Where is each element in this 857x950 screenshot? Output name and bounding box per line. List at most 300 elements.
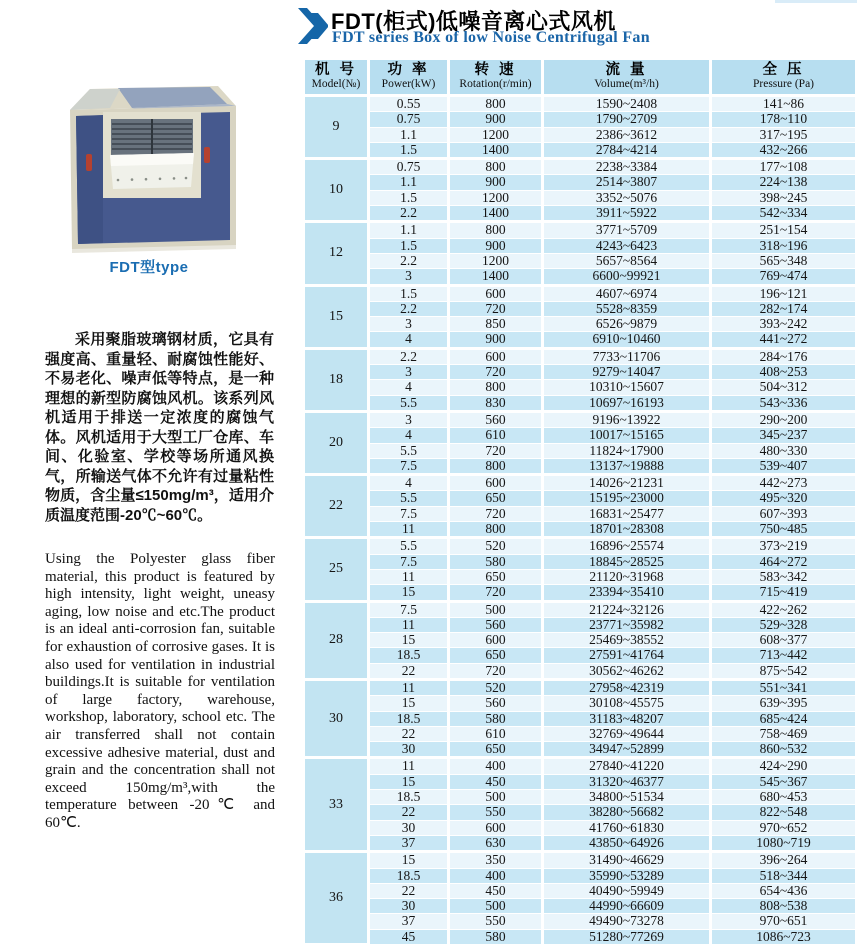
table-cell: 610 — [449, 428, 543, 443]
table-row — [304, 112, 857, 127]
table-cell: 800 — [449, 458, 543, 474]
table-cell: 396~264 — [711, 852, 857, 868]
table-cell: 5.5 — [369, 491, 449, 506]
table-cell: 9196~13922 — [543, 411, 711, 427]
table-row — [304, 914, 857, 929]
table-cell: 539~407 — [711, 458, 857, 474]
table-cell: 4 — [369, 475, 449, 491]
table-cell: 2514~3807 — [543, 175, 711, 190]
table-cell: 11 — [369, 522, 449, 538]
model-cell: 36 — [304, 852, 369, 945]
column-header-en: Pressure (Pa) — [753, 78, 814, 90]
table-cell: 875~542 — [711, 663, 857, 679]
table-cell: 750~485 — [711, 522, 857, 538]
table-cell: 282~174 — [711, 301, 857, 316]
table-cell: 398~245 — [711, 190, 857, 205]
table-cell: 4 — [369, 332, 449, 348]
table-cell: 970~652 — [711, 820, 857, 835]
table-cell: 32769~49644 — [543, 726, 711, 741]
table-cell: 40490~59949 — [543, 883, 711, 898]
table-cell: 4243~6423 — [543, 238, 711, 253]
table-cell: 432~266 — [711, 142, 857, 158]
table-cell: 18.5 — [369, 868, 449, 883]
table-row — [304, 852, 857, 868]
table-cell: 18.5 — [369, 711, 449, 726]
table-cell: 650 — [449, 491, 543, 506]
model-cell: 28 — [304, 601, 369, 679]
table-cell: 1400 — [449, 206, 543, 222]
table-cell: 41760~61830 — [543, 820, 711, 835]
table-cell: 7.5 — [369, 506, 449, 521]
table-cell: 15 — [369, 852, 449, 868]
page-subtitle: FDT series Box of low Noise Centrifugal Fan — [332, 29, 650, 46]
table-cell: 424~290 — [711, 758, 857, 774]
table-cell: 37 — [369, 835, 449, 851]
table-cell: 607~393 — [711, 506, 857, 521]
table-cell: 13137~19888 — [543, 458, 711, 474]
model-cell: 25 — [304, 538, 369, 601]
table-cell: 1.5 — [369, 238, 449, 253]
table-cell: 480~330 — [711, 443, 857, 458]
table-cell: 685~424 — [711, 711, 857, 726]
table-row — [304, 491, 857, 506]
table-cell: 49490~73278 — [543, 914, 711, 929]
table-cell: 1590~2408 — [543, 96, 711, 112]
table-cell: 713~442 — [711, 648, 857, 663]
table-cell: 30562~46262 — [543, 663, 711, 679]
description-chinese: 采用聚脂玻璃钢材质，它具有强度高、重量轻、耐腐蚀性能好、不易老化、噪声低等特点，是一种理想的新型防腐蚀风机。该系列风机适用于排送一定浓度的腐蚀气体。风机适用于大型工厂仓库、车间、化验室、学校等场所通风换气，所输送气体不允许有过量粘性物质，含尘量≤150mg/m³，适用介质温度范围-20℃~60℃。 — [45, 331, 274, 524]
table-cell: 608~377 — [711, 633, 857, 648]
table-cell: 3352~5076 — [543, 190, 711, 205]
table-cell: 1200 — [449, 253, 543, 268]
table-cell: 1400 — [449, 269, 543, 285]
table-cell: 34947~52899 — [543, 742, 711, 758]
table-cell: 580 — [449, 929, 543, 944]
table-cell: 500 — [449, 790, 543, 805]
table-row — [304, 365, 857, 380]
table-row — [304, 742, 857, 758]
table-cell: 1086~723 — [711, 929, 857, 944]
table-cell: 350 — [449, 852, 543, 868]
table-cell: 800 — [449, 159, 543, 175]
table-cell: 11 — [369, 758, 449, 774]
table-cell: 5.5 — [369, 395, 449, 411]
table-row — [304, 758, 857, 774]
table-row — [304, 222, 857, 238]
table-cell: 1790~2709 — [543, 112, 711, 127]
table-cell: 15 — [369, 585, 449, 601]
table-cell: 3 — [369, 365, 449, 380]
table-row — [304, 159, 857, 175]
model-cell: 15 — [304, 285, 369, 348]
table-cell: 822~548 — [711, 805, 857, 820]
table-row — [304, 929, 857, 944]
table-cell: 545~367 — [711, 774, 857, 789]
model-cell: 12 — [304, 222, 369, 285]
table-cell: 422~262 — [711, 601, 857, 617]
table-cell: 0.55 — [369, 96, 449, 112]
table-row — [304, 617, 857, 632]
table-cell: 495~320 — [711, 491, 857, 506]
table-cell: 43850~64926 — [543, 835, 711, 851]
page-top-accent-bar — [775, 0, 857, 3]
table-cell: 464~272 — [711, 554, 857, 569]
table-row — [304, 679, 857, 695]
table-cell: 22 — [369, 663, 449, 679]
table-cell: 393~242 — [711, 317, 857, 332]
table-cell: 630 — [449, 835, 543, 851]
table-cell: 18845~28525 — [543, 554, 711, 569]
table-cell: 5.5 — [369, 538, 449, 554]
table-cell: 21224~32126 — [543, 601, 711, 617]
table-cell: 0.75 — [369, 159, 449, 175]
table-cell: 1.5 — [369, 285, 449, 301]
table-cell: 550 — [449, 805, 543, 820]
table-cell: 720 — [449, 663, 543, 679]
table-row — [304, 411, 857, 427]
table-cell: 560 — [449, 411, 543, 427]
table-cell: 290~200 — [711, 411, 857, 427]
table-row — [304, 601, 857, 617]
table-cell: 373~219 — [711, 538, 857, 554]
table-cell: 2.2 — [369, 301, 449, 316]
table-row — [304, 175, 857, 190]
table-cell: 800 — [449, 222, 543, 238]
table-cell: 529~328 — [711, 617, 857, 632]
table-cell: 500 — [449, 899, 543, 914]
table-row — [304, 633, 857, 648]
table-cell: 2.2 — [369, 348, 449, 364]
table-cell: 284~176 — [711, 348, 857, 364]
table-cell: 14026~21231 — [543, 475, 711, 491]
table-cell: 758~469 — [711, 726, 857, 741]
table-cell: 2.2 — [369, 206, 449, 222]
table-cell: 251~154 — [711, 222, 857, 238]
table-cell: 10017~15165 — [543, 428, 711, 443]
table-cell: 4607~6974 — [543, 285, 711, 301]
table-row — [304, 127, 857, 142]
table-cell: 1.5 — [369, 190, 449, 205]
table-cell: 2.2 — [369, 253, 449, 268]
table-cell: 560 — [449, 617, 543, 632]
table-cell: 38280~56682 — [543, 805, 711, 820]
table-cell: 15 — [369, 774, 449, 789]
table-cell: 16831~25477 — [543, 506, 711, 521]
table-row — [304, 899, 857, 914]
table-cell: 3771~5709 — [543, 222, 711, 238]
model-cell: 20 — [304, 411, 369, 474]
table-row — [304, 726, 857, 741]
column-header-rotation — [449, 59, 543, 96]
model-cell: 18 — [304, 348, 369, 411]
table-cell: 600 — [449, 285, 543, 301]
table-row — [304, 428, 857, 443]
table-row — [304, 820, 857, 835]
table-cell: 900 — [449, 175, 543, 190]
table-cell: 580 — [449, 554, 543, 569]
column-header-model — [304, 59, 369, 96]
table-cell: 9279~14047 — [543, 365, 711, 380]
table-cell: 3 — [369, 411, 449, 427]
table-cell: 6910~10460 — [543, 332, 711, 348]
table-cell: 22 — [369, 883, 449, 898]
table-cell: 11 — [369, 617, 449, 632]
table-row — [304, 554, 857, 569]
table-row — [304, 774, 857, 789]
table-cell: 31320~46377 — [543, 774, 711, 789]
table-cell: 639~395 — [711, 696, 857, 711]
table-cell: 23394~35410 — [543, 585, 711, 601]
table-cell: 808~538 — [711, 899, 857, 914]
table-row — [304, 648, 857, 663]
table-cell: 1080~719 — [711, 835, 857, 851]
table-cell: 31490~46629 — [543, 852, 711, 868]
double-right-chevron-icon — [298, 6, 328, 51]
table-cell: 4 — [369, 380, 449, 395]
table-cell: 6600~99921 — [543, 269, 711, 285]
table-cell: 23771~35982 — [543, 617, 711, 632]
column-header-en: Rotation(r/min) — [459, 78, 532, 90]
table-cell: 720 — [449, 443, 543, 458]
table-cell: 37 — [369, 914, 449, 929]
table-cell: 27840~41220 — [543, 758, 711, 774]
table-cell: 565~348 — [711, 253, 857, 268]
table-cell: 680~453 — [711, 790, 857, 805]
table-row — [304, 206, 857, 222]
table-cell: 178~110 — [711, 112, 857, 127]
table-cell: 800 — [449, 96, 543, 112]
table-cell: 0.75 — [369, 112, 449, 127]
table-cell: 30 — [369, 899, 449, 914]
table-cell: 15 — [369, 633, 449, 648]
table-cell: 650 — [449, 648, 543, 663]
table-cell: 31183~48207 — [543, 711, 711, 726]
table-cell: 224~138 — [711, 175, 857, 190]
table-cell: 900 — [449, 332, 543, 348]
table-cell: 543~336 — [711, 395, 857, 411]
table-cell: 7.5 — [369, 601, 449, 617]
table-cell: 450 — [449, 774, 543, 789]
model-cell: 10 — [304, 159, 369, 222]
table-cell: 44990~66609 — [543, 899, 711, 914]
table-cell: 970~651 — [711, 914, 857, 929]
table-row — [304, 790, 857, 805]
table-cell: 3 — [369, 269, 449, 285]
table-cell: 11 — [369, 569, 449, 584]
table-cell: 400 — [449, 868, 543, 883]
table-cell: 196~121 — [711, 285, 857, 301]
column-header-cn: 功 率 — [387, 62, 430, 78]
table-cell: 3911~5922 — [543, 206, 711, 222]
table-cell: 654~436 — [711, 883, 857, 898]
table-cell: 2784~4214 — [543, 142, 711, 158]
table-row — [304, 317, 857, 332]
table-row — [304, 475, 857, 491]
table-cell: 30108~45575 — [543, 696, 711, 711]
table-cell: 18701~28308 — [543, 522, 711, 538]
table-cell: 18.5 — [369, 790, 449, 805]
table-cell: 600 — [449, 475, 543, 491]
model-cell: 30 — [304, 679, 369, 757]
table-cell: 1200 — [449, 190, 543, 205]
table-cell: 583~342 — [711, 569, 857, 584]
table-cell: 520 — [449, 538, 543, 554]
table-row — [304, 332, 857, 348]
table-cell: 3 — [369, 317, 449, 332]
photo-caption: FDT型type — [109, 259, 189, 276]
table-row — [304, 883, 857, 898]
table-cell: 6526~9879 — [543, 317, 711, 332]
table-row — [304, 348, 857, 364]
table-cell: 27958~42319 — [543, 679, 711, 695]
table-cell: 441~272 — [711, 332, 857, 348]
table-row — [304, 805, 857, 820]
table-cell: 22 — [369, 726, 449, 741]
model-cell: 33 — [304, 758, 369, 852]
table-row — [304, 458, 857, 474]
table-row — [304, 380, 857, 395]
product-photo — [60, 84, 238, 259]
table-cell: 769~474 — [711, 269, 857, 285]
table-cell: 141~86 — [711, 96, 857, 112]
column-header-cn: 流 量 — [605, 62, 648, 78]
table-cell: 18.5 — [369, 648, 449, 663]
table-cell: 15 — [369, 696, 449, 711]
table-cell: 900 — [449, 238, 543, 253]
table-cell: 650 — [449, 569, 543, 584]
table-cell: 1.1 — [369, 222, 449, 238]
column-header-cn: 机 号 — [314, 62, 358, 78]
table-cell: 850 — [449, 317, 543, 332]
table-cell: 600 — [449, 633, 543, 648]
table-cell: 35990~53289 — [543, 868, 711, 883]
table-cell: 1400 — [449, 142, 543, 158]
column-header-pressure — [711, 59, 857, 96]
table-row — [304, 585, 857, 601]
table-cell: 600 — [449, 348, 543, 364]
column-header-volume — [543, 59, 711, 96]
table-row — [304, 395, 857, 411]
table-cell: 610 — [449, 726, 543, 741]
table-cell: 408~253 — [711, 365, 857, 380]
table-cell: 550 — [449, 914, 543, 929]
table-row — [304, 522, 857, 538]
table-cell: 650 — [449, 742, 543, 758]
table-row — [304, 238, 857, 253]
table-cell: 800 — [449, 522, 543, 538]
table-row — [304, 835, 857, 851]
table-cell: 900 — [449, 112, 543, 127]
table-cell: 518~344 — [711, 868, 857, 883]
table-cell: 21120~31968 — [543, 569, 711, 584]
table-cell: 720 — [449, 365, 543, 380]
table-cell: 5657~8564 — [543, 253, 711, 268]
table-cell: 1.1 — [369, 127, 449, 142]
column-header-en: Power(kW) — [381, 78, 436, 90]
table-cell: 10310~15607 — [543, 380, 711, 395]
table-cell: 11 — [369, 679, 449, 695]
model-cell: 22 — [304, 475, 369, 538]
table-cell: 34800~51534 — [543, 790, 711, 805]
table-cell: 15195~23000 — [543, 491, 711, 506]
table-row — [304, 142, 857, 158]
spec-table — [302, 57, 857, 946]
table-row — [304, 538, 857, 554]
table-cell: 720 — [449, 506, 543, 521]
table-row — [304, 301, 857, 316]
table-row — [304, 190, 857, 205]
table-cell: 520 — [449, 679, 543, 695]
table-cell: 715~419 — [711, 585, 857, 601]
table-cell: 10697~16193 — [543, 395, 711, 411]
table-cell: 30 — [369, 820, 449, 835]
table-cell: 1200 — [449, 127, 543, 142]
table-cell: 542~334 — [711, 206, 857, 222]
table-cell: 500 — [449, 601, 543, 617]
table-cell: 442~273 — [711, 475, 857, 491]
column-header-cn: 全 压 — [762, 62, 805, 78]
table-row — [304, 711, 857, 726]
table-row — [304, 96, 857, 112]
column-header-en: Volume(m³/h) — [594, 78, 659, 90]
table-cell: 30 — [369, 742, 449, 758]
table-cell: 27591~41764 — [543, 648, 711, 663]
table-cell: 345~237 — [711, 428, 857, 443]
table-cell: 11824~17900 — [543, 443, 711, 458]
table-cell: 580 — [449, 711, 543, 726]
table-row — [304, 269, 857, 285]
table-row — [304, 253, 857, 268]
spec-table-header — [304, 59, 857, 96]
table-row — [304, 868, 857, 883]
table-cell: 720 — [449, 301, 543, 316]
table-cell: 177~108 — [711, 159, 857, 175]
table-cell: 1.5 — [369, 142, 449, 158]
table-cell: 51280~77269 — [543, 929, 711, 944]
column-header-cn: 转 速 — [474, 62, 517, 78]
column-header-power — [369, 59, 449, 96]
model-cell: 9 — [304, 96, 369, 159]
table-cell: 400 — [449, 758, 543, 774]
table-cell: 800 — [449, 380, 543, 395]
table-cell: 830 — [449, 395, 543, 411]
table-row — [304, 506, 857, 521]
table-cell: 2238~3384 — [543, 159, 711, 175]
table-row — [304, 443, 857, 458]
table-cell: 560 — [449, 696, 543, 711]
table-cell: 2386~3612 — [543, 127, 711, 142]
table-cell: 4 — [369, 428, 449, 443]
table-cell: 450 — [449, 883, 543, 898]
table-cell: 600 — [449, 820, 543, 835]
table-cell: 5528~8359 — [543, 301, 711, 316]
table-cell: 551~341 — [711, 679, 857, 695]
table-cell: 504~312 — [711, 380, 857, 395]
page-title: FDT(柜式)低噪音离心式风机 — [331, 9, 616, 34]
table-cell: 7.5 — [369, 458, 449, 474]
table-cell: 16896~25574 — [543, 538, 711, 554]
table-row — [304, 663, 857, 679]
table-cell: 318~196 — [711, 238, 857, 253]
table-cell: 1.1 — [369, 175, 449, 190]
table-cell: 22 — [369, 805, 449, 820]
column-header-en: Model(№) — [311, 78, 361, 90]
table-cell: 860~532 — [711, 742, 857, 758]
table-cell: 720 — [449, 585, 543, 601]
table-cell: 317~195 — [711, 127, 857, 142]
table-cell: 45 — [369, 929, 449, 944]
table-cell: 25469~38552 — [543, 633, 711, 648]
